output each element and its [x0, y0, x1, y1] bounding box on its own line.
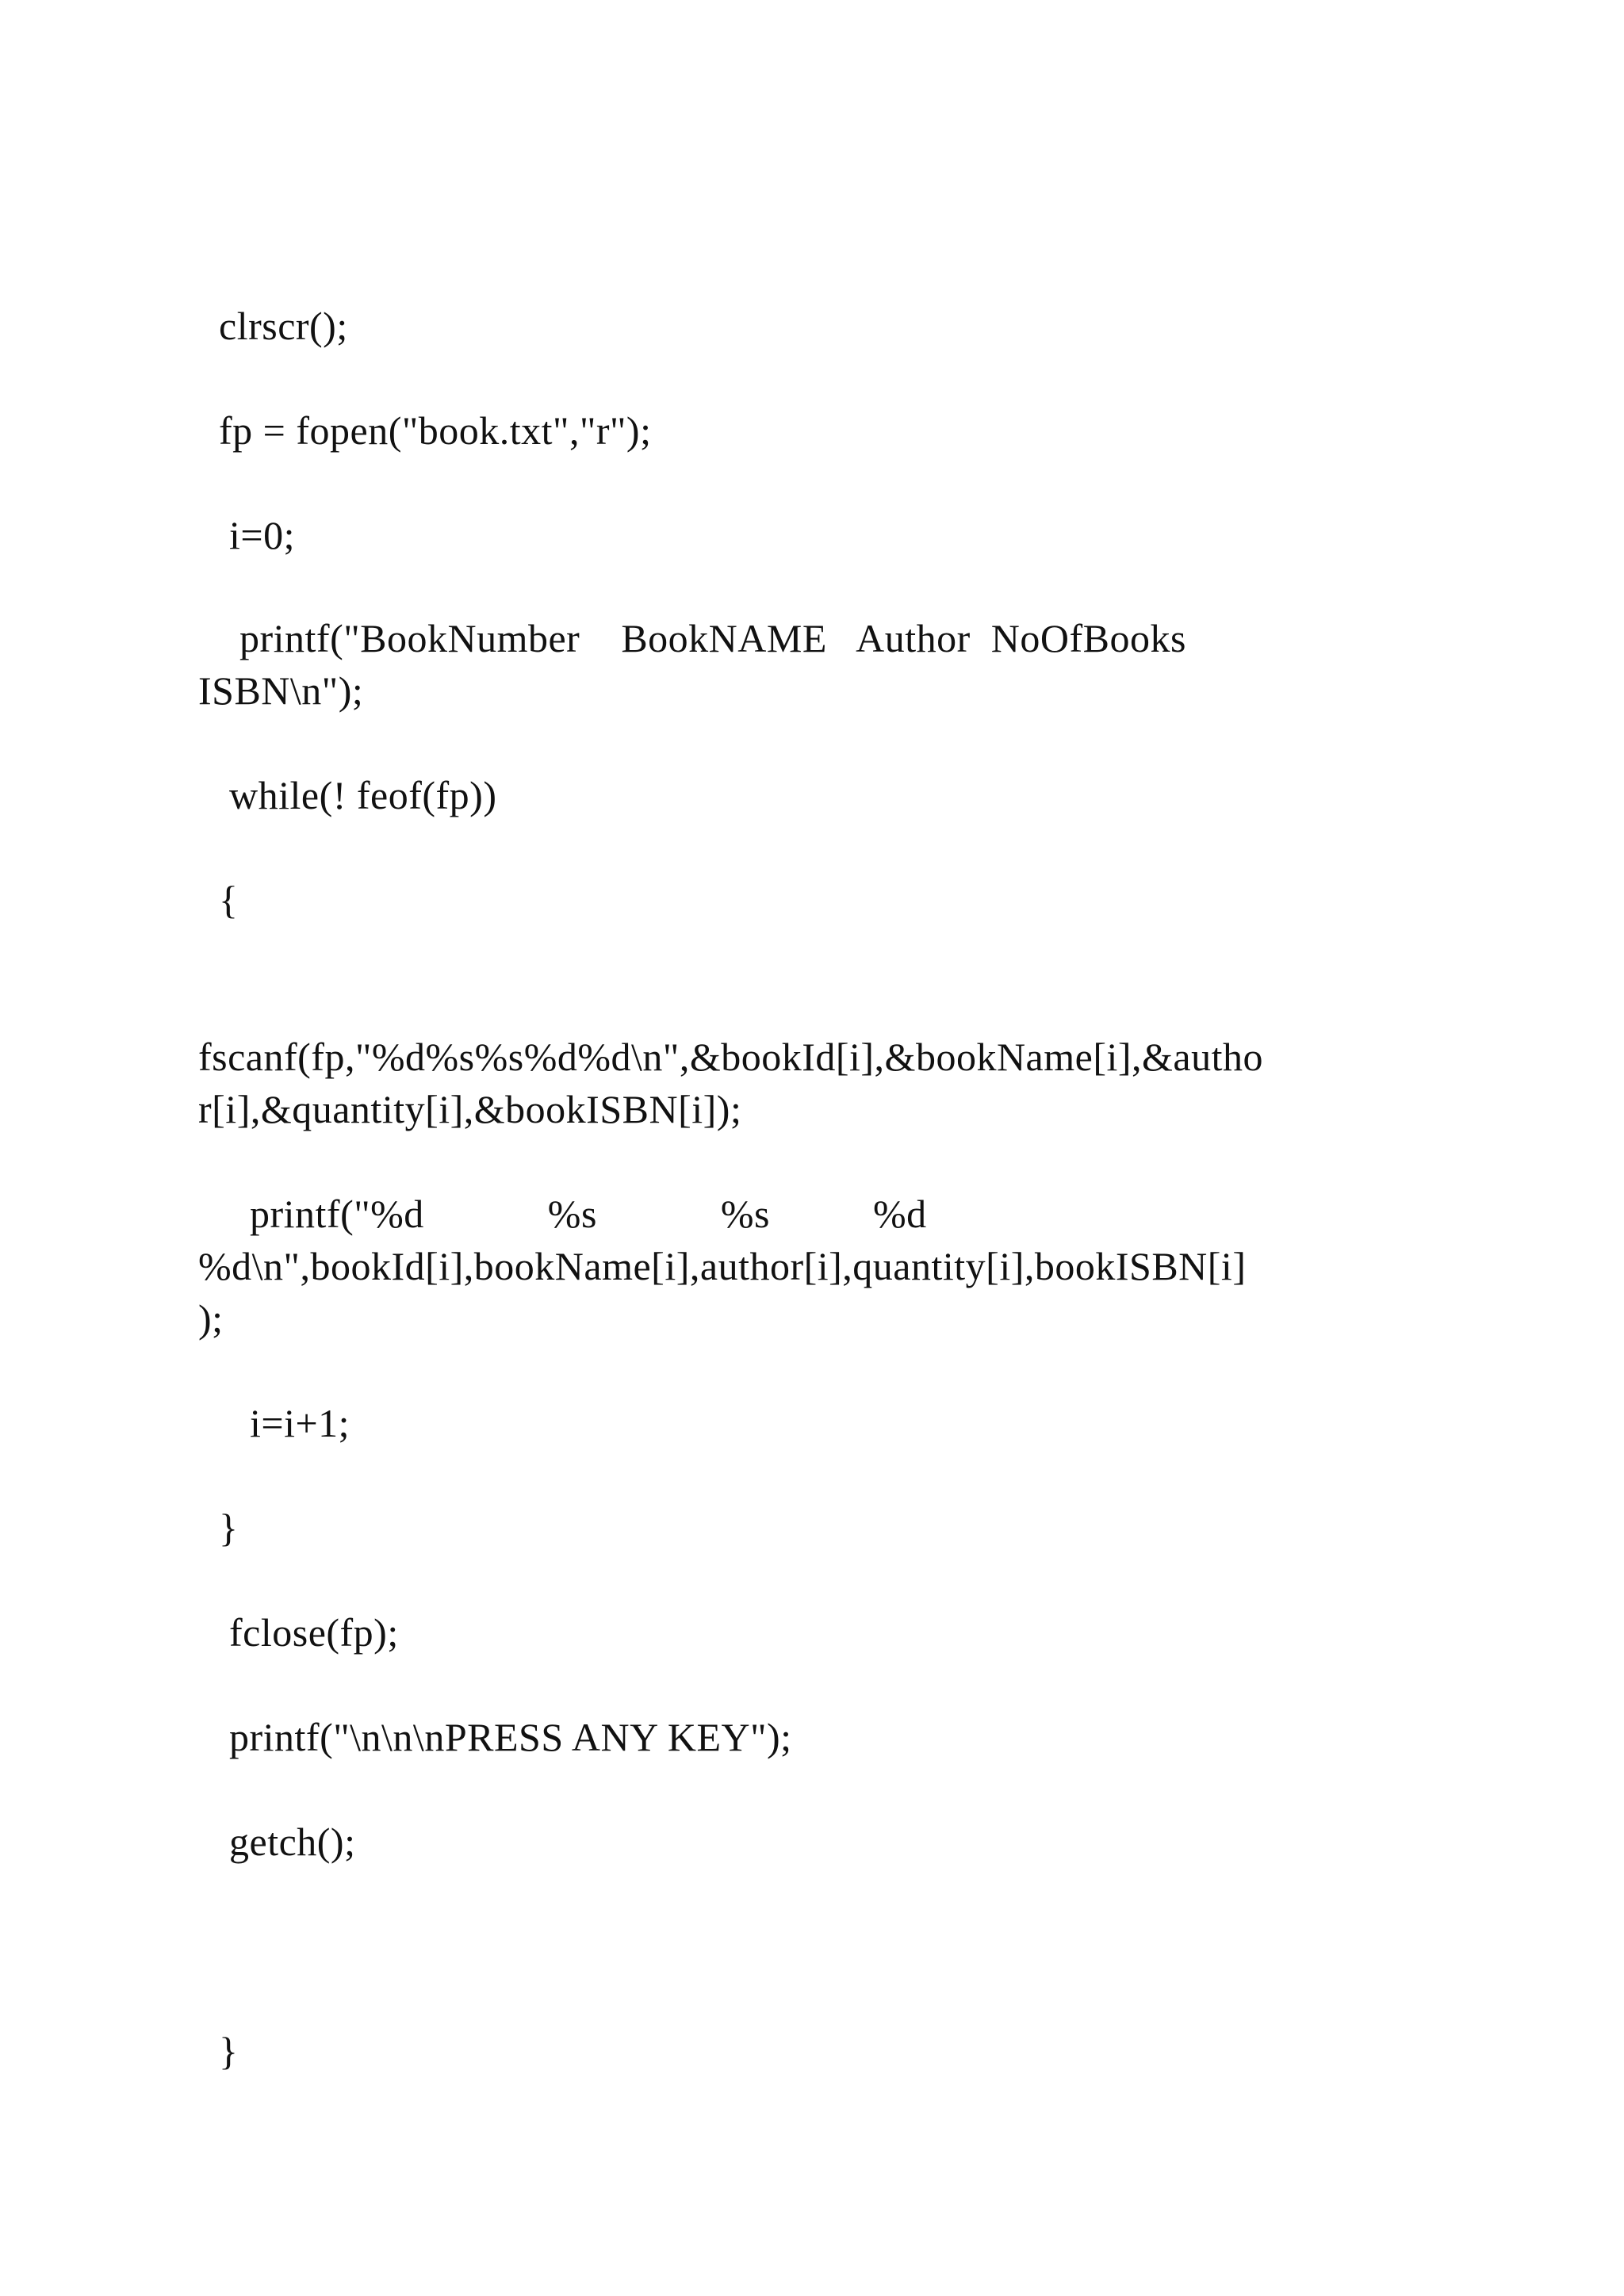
code-line-clrscr: clrscr(); [198, 304, 348, 348]
code-line-close-brace: } [198, 1506, 239, 1550]
code-line-printf-row-cont: %d\n",bookId[i],bookName[i],author[i],quantity[i],bookISBN[i] [198, 1244, 1247, 1288]
code-line-printf-header: printf("BookNumber BookNAME Author NoOfBooks [198, 616, 1186, 660]
code-line-final-brace: } [198, 2029, 239, 2073]
code-line-getch: getch(); [198, 1820, 356, 1864]
code-line-fscanf-cont: r[i],&quantity[i],&bookISBN[i]); [198, 1087, 742, 1131]
code-line-fscanf: fscanf(fp,"%d%s%s%d%d\n",&bookId[i],&bookName[i],&autho [198, 1035, 1264, 1079]
code-line-open-brace: { [198, 878, 239, 922]
code-line-increment: i=i+1; [198, 1401, 350, 1445]
code-line-printf-press: printf("\n\n\nPRESS ANY KEY"); [198, 1715, 792, 1759]
code-line-fclose: fclose(fp); [198, 1610, 399, 1655]
code-line-printf-row: printf("%d %s %s %d [198, 1192, 927, 1236]
code-line-init-i: i=0; [198, 513, 295, 557]
code-line-while: while(! feof(fp)) [198, 773, 497, 817]
code-line-printf-row-end: ); [198, 1296, 224, 1341]
code-line-printf-header-cont: ISBN\n"); [198, 668, 364, 713]
code-line-fopen: fp = fopen("book.txt","r"); [198, 408, 652, 453]
